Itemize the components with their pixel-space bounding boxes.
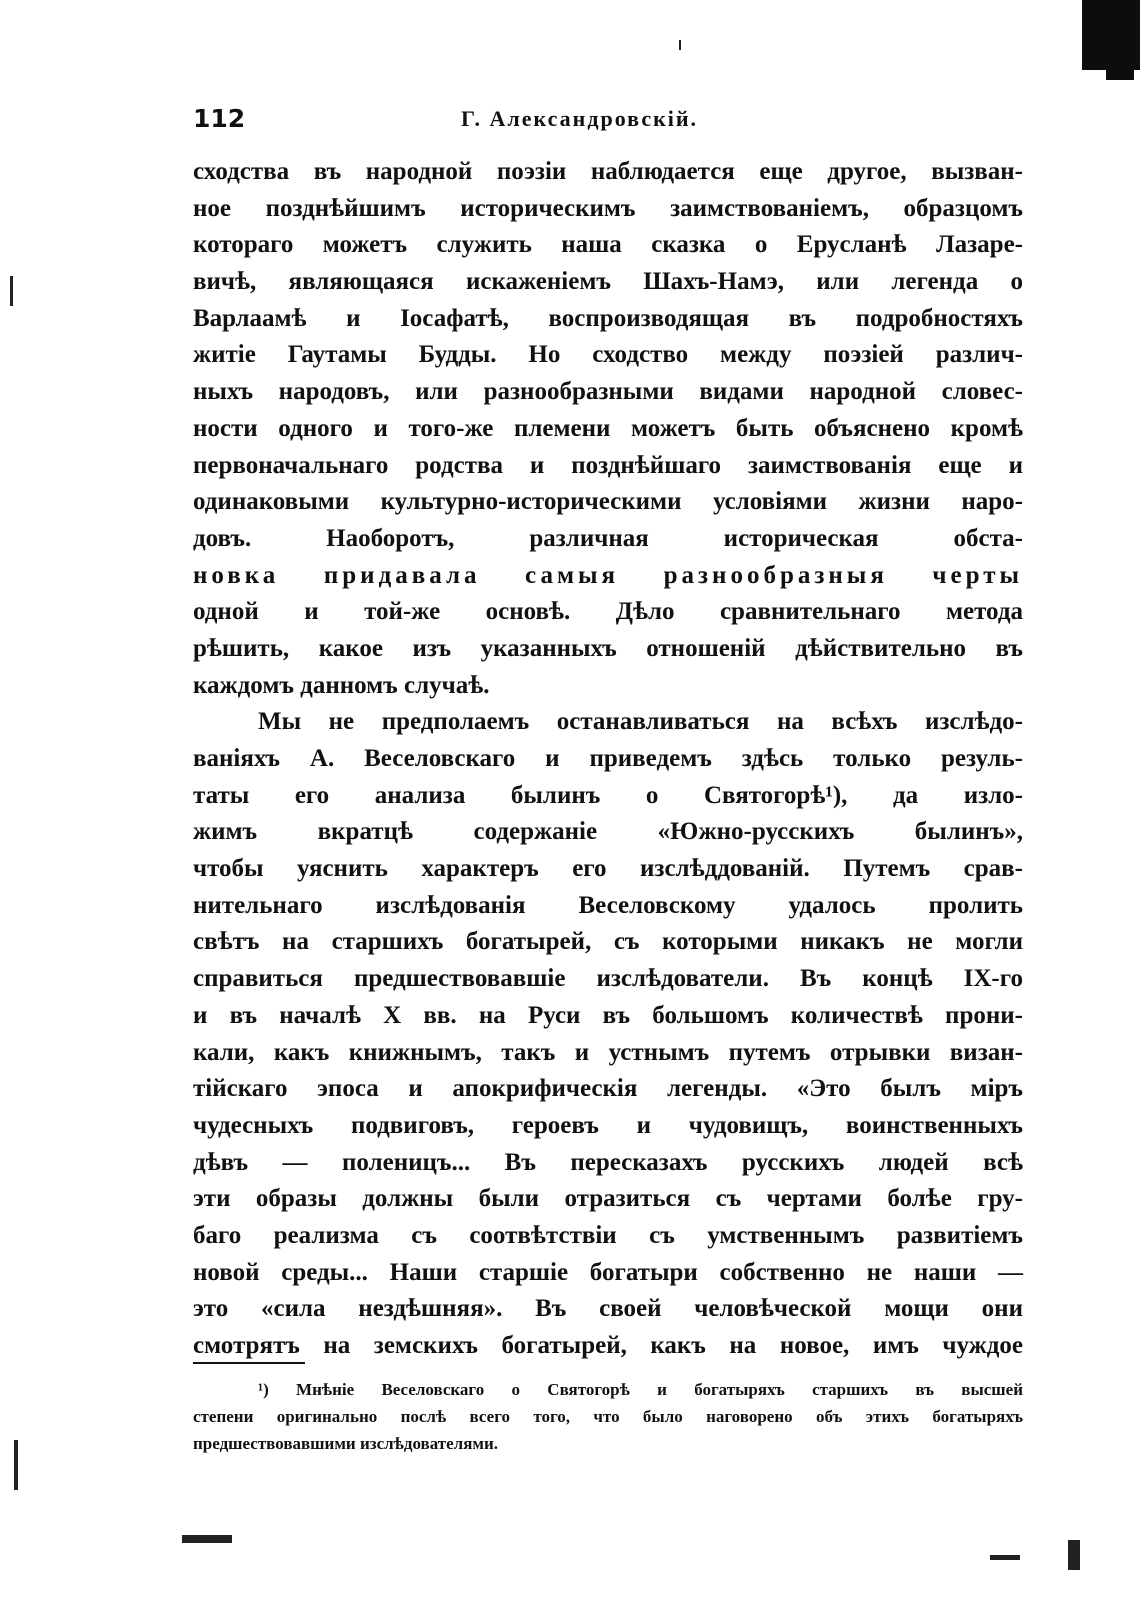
text-line: одинаковыми культурно-историческими условіями жизни наро-: [193, 488, 1023, 516]
text-line: ныхъ народовъ, или разнообразными видами народной словес-: [193, 378, 1023, 406]
text-line: кали, какъ книжнымъ, такъ и устнымъ путемъ отрывки визан-: [193, 1038, 1023, 1066]
text-line: чудесныхъ подвиговъ, героевъ и чудовищъ, воинственныхъ: [193, 1111, 1023, 1139]
text-line: Варлаамѣ и Іосафатѣ, воспроизводящая въ подробностяхъ: [193, 304, 1023, 332]
footnote-line: степени оригинально послѣ всего того, что было наговорено объ этихъ богатыряхъ: [193, 1407, 1023, 1426]
scan-speck: [10, 276, 13, 306]
scan-speck: [182, 1535, 232, 1543]
text-line: ное позднѣйшимъ историческимъ заимствованіемъ, образцомъ: [193, 194, 1023, 222]
text-line: и въ началѣ X вв. на Руси въ большомъ количествѣ прони-: [193, 1001, 1023, 1029]
text-line: довъ. Наоборотъ, различная историческая обста-: [193, 524, 1023, 552]
footnote-line: предшествовавшими изслѣдователями.: [193, 1434, 499, 1453]
scan-speck: [1068, 1540, 1080, 1570]
text-line: ваніяхъ А. Веселовскаго и приведемъ здѣсь только резуль-: [193, 745, 1023, 772]
text-line: рѣшить, какое изъ указанныхъ отношеній дѣйствительно въ: [193, 634, 1023, 662]
text-line: тійскаго эпоса и апокрифическія легенды. «Это былъ міръ: [193, 1075, 1023, 1103]
text-line: таты его анализа былинъ о Святогорѣ¹), да изло-: [193, 781, 1023, 809]
footnote-line: ¹) Мнѣніе Веселовскаго о Святогорѣ и богатыряхъ старшихъ въ высшей: [258, 1380, 1023, 1399]
text-line: сходства въ народной поэзіи наблюдается еще другое, вызван-: [193, 158, 1023, 185]
text-line: чтобы уяснить характеръ его изслѣддованій. Путемъ срав-: [193, 855, 1023, 883]
scan-speck: [990, 1555, 1020, 1560]
text-line: это «сила нездѣшняя». Въ своей человѣческой мощи они: [193, 1295, 1023, 1323]
text-line: одной и той-же основѣ. Дѣло сравнительнаго метода: [193, 598, 1023, 626]
footnote: [193, 1376, 1023, 1457]
text-line: жимъ вкратцѣ содержаніе «Южно-русскихъ былинъ»,: [193, 818, 1023, 846]
text-line: котораго можетъ служить наша сказка о Еруcланѣ Лазаре-: [193, 231, 1023, 259]
page-header: [193, 104, 1020, 134]
text-line: новой среды... Наши старшіе богатыри собственно не наши —: [193, 1258, 1023, 1286]
text-line: житіе Гаутамы Будды. Но сходство между поэзіей различ-: [193, 341, 1023, 369]
text-line: дѣвъ — поленицъ... Въ пересказахъ русскихъ людей всѣ: [193, 1148, 1023, 1176]
text-line: новка придавала самыя разнообразныя черты: [193, 561, 1023, 589]
running-head: Г. Александровскій.: [461, 106, 699, 131]
text-line: баго реализма съ соотвѣтствіи съ умственнымъ развитіемъ: [193, 1221, 1023, 1249]
text-line: свѣтъ на старшихъ богатырей, съ которыми никакъ не могли: [193, 928, 1023, 956]
body-text: [193, 154, 1023, 1365]
text-line: вичѣ, являющаяся искаженіемъ Шахъ-Намэ, или легенда о: [193, 268, 1023, 296]
text-line: эти образы должны были отразиться съ чертами болѣе гру-: [193, 1185, 1023, 1213]
scan-speck: [679, 40, 681, 50]
text-line: нительнаго изслѣдованія Веселовскому удалось пролить: [193, 891, 1023, 919]
text-line: первоначальнаго родства и позднѣйшаго заимствованія еще и: [193, 451, 1023, 479]
text-line: каждомъ данномъ случаѣ.: [193, 671, 490, 699]
text-line: справиться предшествовавшіе изслѣдователи. Въ концѣ IX-го: [193, 965, 1023, 993]
page-number: 112: [193, 104, 246, 133]
footnote-rule: [193, 1362, 305, 1364]
text-line: Мы не предполаемъ останавливаться на всѣхъ изслѣдо-: [258, 708, 1023, 736]
text-line: смотрятъ на земскихъ богатырей, какъ на новое, имъ чуждое: [193, 1332, 1023, 1359]
text-line: ности одного и того-же племени можетъ быть объяснено кромѣ: [193, 414, 1023, 442]
scan-speck: [14, 1440, 18, 1490]
scan-edge-mark: [1106, 60, 1134, 80]
